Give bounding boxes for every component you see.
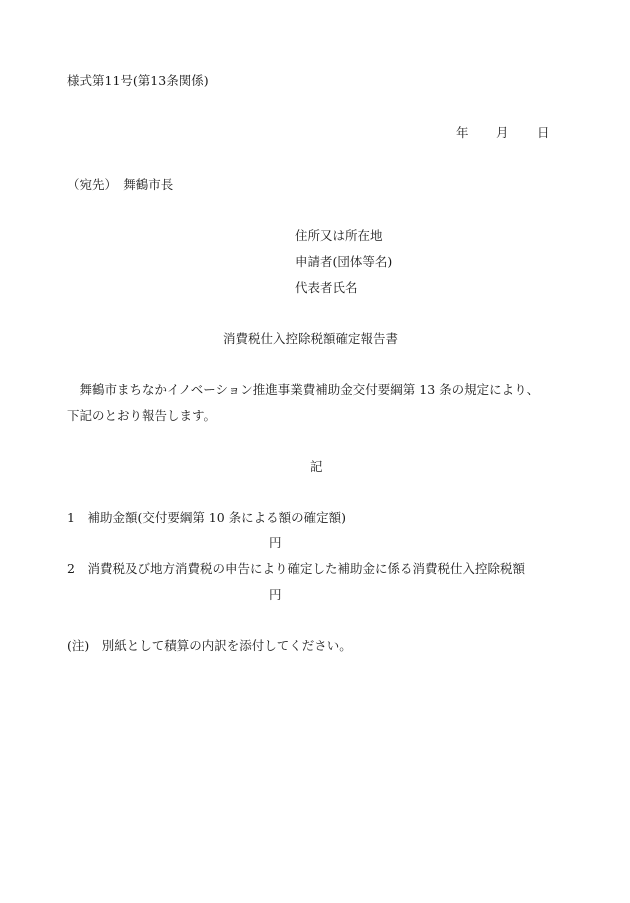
addressee: （宛先） 舞鶴市長	[67, 177, 174, 192]
item-1-label: 1 補助金額(交付要綱第 10 条による額の確定額)	[67, 510, 347, 525]
form-number: 様式第11号(第13条関係)	[67, 73, 209, 88]
note: (注) 別紙として積算の内訳を添付してください。	[67, 638, 352, 653]
date-year: 年	[456, 125, 469, 140]
item-1-unit: 円	[269, 535, 282, 550]
document-title: 消費税仕入控除税額確定報告書	[223, 331, 399, 346]
ki-heading: 記	[310, 459, 323, 474]
applicant-label: 申請者(団体等名)	[295, 254, 393, 269]
body-text-line-1-content: 舞鶴市まちなかイノベーション推進事業費補助金交付要綱第 13 条の規定により、	[79, 382, 540, 397]
item-2-label: 2 消費税及び地方消費税の申告により確定した補助金に係る消費税仕入控除税額	[67, 561, 525, 576]
date-month: 月	[496, 125, 509, 140]
body-text-line-2: 下記のとおり報告します。	[67, 408, 217, 423]
representative-label: 代表者氏名	[295, 280, 358, 295]
date-day: 日	[537, 125, 550, 140]
item-2-unit: 円	[269, 587, 282, 602]
body-text-line-1	[67, 384, 539, 397]
address-label: 住所又は所在地	[295, 228, 383, 243]
